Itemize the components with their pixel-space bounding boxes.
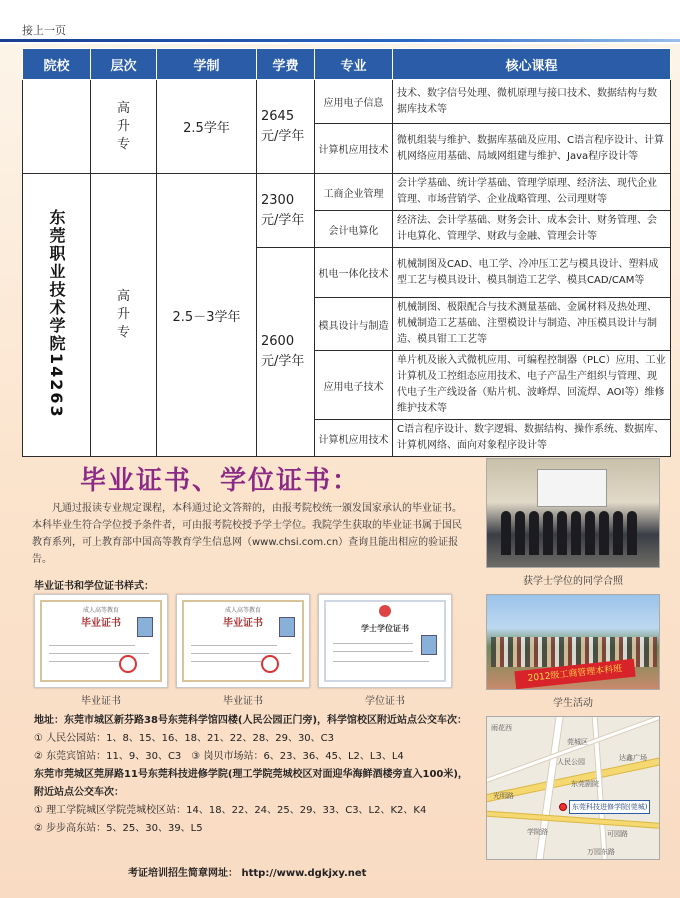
duration-cell: 2.5－3学年 (157, 174, 257, 457)
school-cell (23, 174, 91, 457)
certificate-header: 成人高等教育 毕业证书 (223, 607, 263, 629)
degree-certificate-image (318, 594, 452, 688)
certificate-sample-label: 毕业证书和学位证书样式： (34, 581, 154, 592)
activity-photo-caption: 学生活动 (553, 698, 593, 709)
map-label: 人民公园 (557, 758, 585, 766)
certificate-photo (279, 617, 295, 637)
level-text: 高升专 (116, 100, 130, 152)
major-cell: 计算机应用技术 (315, 420, 393, 457)
table-row (23, 80, 671, 124)
course-cell: 微机组装与维护、数据库基础及应用、C语言程序设计、计算机网络应用基础、局域网组建与维护、Java程序设计等 (393, 124, 671, 174)
header-courses: 核心课程 (393, 49, 671, 80)
seal-icon (119, 655, 137, 673)
seal-icon (261, 655, 279, 673)
fee-text: 2645元/学年 (261, 108, 305, 144)
graduation-certificate-image (34, 594, 168, 688)
continue-label: 接上一页 (22, 24, 66, 37)
certificates-paragraph (32, 500, 462, 568)
level-text: 高升专 (116, 289, 130, 340)
location-pin-icon (559, 803, 567, 811)
course-cell: 经济法、会计学基础、财务会计、成本会计、财务管理、会计电算化、管理学、财政与金融、管理会计等 (393, 211, 671, 248)
map-label: 可园路 (607, 830, 628, 838)
fee-text: 2600元/学年 (261, 334, 305, 369)
table-row (23, 174, 671, 211)
top-divider (0, 39, 680, 42)
course-cell: 技术、数字信号处理、微机原理与接口技术、数据结构与数据库技术等 (393, 80, 671, 124)
address-line: 地址：东莞市城区新芬路38号东莞科学馆四楼(人民公园正门旁)，科学馆校区附近站点公交车次： (34, 715, 468, 726)
address-block (34, 712, 474, 838)
map-label: 东莞剧院 (571, 780, 599, 788)
graduation-photo-caption: 获学士学位的同学合照 (523, 576, 623, 587)
fee-text: 2300元/学年 (261, 192, 305, 228)
certificates-title: 毕业证书、学位证书： (80, 466, 361, 496)
student-activity-photo (486, 594, 660, 690)
header-school: 院校 (23, 49, 91, 80)
major-cell: 工商企业管理 (315, 174, 393, 211)
bus-line: ① 人民公园站：1、8、15、16、18、21、22、28、29、30、C3 (34, 733, 335, 744)
level-cell (91, 80, 157, 174)
location-map (486, 716, 660, 860)
certificate-caption: 学位证书 (365, 696, 405, 707)
course-cell: 机械制图、极限配合与技术测量基础、金属材料及热处理、机械制造工艺基础、注塑模设计与制造、冲压模具设计与制造、模具钳工工艺等 (393, 298, 671, 351)
course-cell: 机械制图及CAD、电工学、冷冲压工艺与模具设计、塑料成型工艺与模具设计、模具制造工艺学、模具CAD/CAM等 (393, 248, 671, 298)
certificate-caption: 毕业证书 (81, 696, 121, 707)
course-cell: C语言程序设计、数字逻辑、数据结构、操作系统、数据库、计算机网络、面向对象程序设计等 (393, 420, 671, 457)
program-table (22, 48, 670, 457)
major-cell: 计算机应用技术 (315, 124, 393, 174)
certificate-photo (421, 635, 437, 655)
level-cell (91, 174, 157, 457)
map-label: 达鑫广场 (619, 754, 647, 762)
graduation-group-photo (486, 458, 660, 568)
bus-line: ② 步步高东站：5、25、30、39、L5 (34, 823, 203, 834)
school-name: 东莞职业技术学院14263 (47, 208, 66, 419)
major-cell: 应用电子技术 (315, 351, 393, 420)
header-duration: 学制 (157, 49, 257, 80)
bus-line: ② 东莞宾馆站：11、9、30、C3 ③ 岗贝市场站：6、23、36、45、L2、L3、L4 (34, 751, 404, 762)
fee-cell (257, 174, 315, 248)
school-cell-empty (23, 80, 91, 174)
fee-cell (257, 80, 315, 174)
course-cell: 单片机及嵌入式微机应用、可编程控制器（PLC）应用、工业计算机及工控组态应用技术、电子产品生产组织与管理、现代电子生产线设备（贴片机、波峰焊、回流焊、AOI等）维修维护技术等 (393, 351, 671, 420)
certificates-paragraph-text: 凡通过报读专业规定课程，本科通过论文答辩的，由报考院校统一颁发国家承认的毕业证书。本科毕业生符合学位授予条件者，可由报考院校授予学士学位。我院学生获取的毕业证书属于国民教育系列，可上教育部中国高等教育学生信息网（www.chsi.com.cn）查询且能出相应的验证报告。 (32, 503, 462, 565)
fee-cell (257, 248, 315, 457)
map-label: 万园东路 (587, 848, 615, 856)
emblem-icon (379, 605, 391, 617)
bus-line: ① 理工学院城区学院莞城校区站：14、18、22、24、25、29、33、C3、L2、K2、K4 (34, 805, 427, 816)
header-major: 专业 (315, 49, 393, 80)
activity-banner: 2012级工商管理本科班 (514, 659, 635, 689)
certificate-header: 成人高等教育 毕业证书 (81, 607, 121, 629)
duration-cell: 2.5学年 (157, 80, 257, 174)
major-cell: 会计电算化 (315, 211, 393, 248)
major-cell: 机电一体化技术 (315, 248, 393, 298)
header-fee: 学费 (257, 49, 315, 80)
table-header-row (23, 49, 671, 80)
graduation-certificate-image (176, 594, 310, 688)
map-location-tag: 东莞科技进修学院(莞城) (569, 800, 650, 814)
map-label: 学院路 (527, 828, 548, 836)
address-line: 东莞市莞城区莞屏路11号东莞科技进修学院(理工学院莞城校区对面迎华海鲜酒楼旁直入100米)，附近站点公交车次： (34, 769, 468, 798)
top-bar (0, 0, 680, 44)
major-cell: 应用电子信息 (315, 80, 393, 124)
map-label: 光明路 (493, 792, 514, 800)
website-line: 考证培训招生简章网址： http://www.dgkjxy.net (128, 868, 367, 879)
course-cell: 会计学基础、统计学基础、管理学原理、经济法、现代企业管理、市场营销学、企业战略管理、公司理财等 (393, 174, 671, 211)
certificate-header: 学士学位证书 (361, 624, 409, 633)
major-cell: 模具设计与制造 (315, 298, 393, 351)
certificate-caption: 毕业证书 (223, 696, 263, 707)
certificate-photo (137, 617, 153, 637)
header-level: 层次 (91, 49, 157, 80)
map-label: 莞城区 (567, 738, 588, 746)
map-label: 雨花西 (491, 724, 512, 732)
